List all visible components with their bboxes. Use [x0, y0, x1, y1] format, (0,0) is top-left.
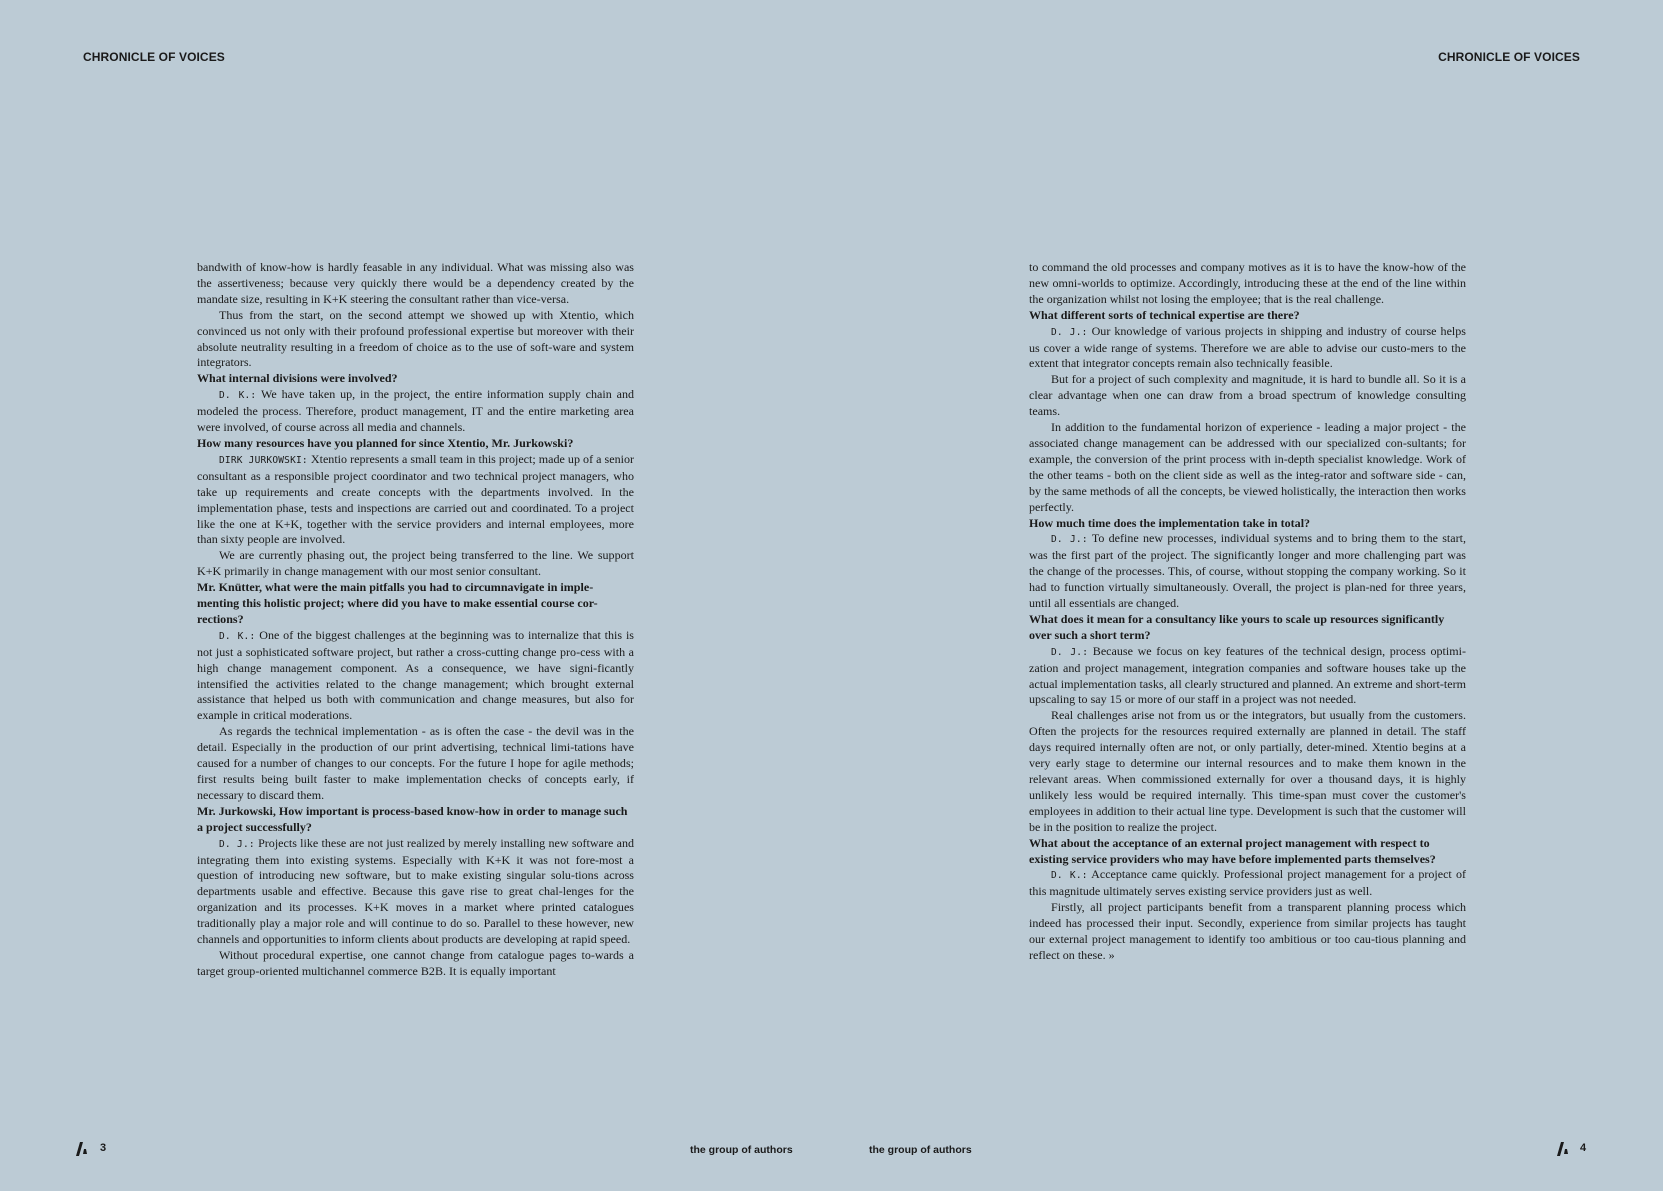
speaker-label: D. J.: — [1051, 534, 1088, 546]
slash-mark-icon — [1556, 1141, 1572, 1157]
speaker-label: D. K.: — [1051, 870, 1088, 882]
paragraph: As regards the technical implementation - as is often the case - the devil was in the detail. Especially in the production of our print advertising, technical limi-tations have caused for a number of changes to our concepts. For the future I hope for agile methods; first results being built faster to make implementation checks of concepts early, if necessary to discard them. — [197, 724, 634, 802]
interview-question: What internal divisions were involved? — [197, 371, 398, 386]
paragraph: Real challenges arise not from us or the integrators, but usually from the customers. Often the projects for the resources required externally are planned in detail. The staff days required internally often are not, or only partially, deter-mined. Xtentio begins at a very early stage to determine our internal resources and to make them known in the relevant areas. When commissioned externally for over a thousand days, it is highly unlikely less would be required internally. This time-span must cover the customer's employees in addition to their actual line type. Development is such that the customer will be in the position to realize the project. — [1029, 708, 1466, 834]
interview-answer — [197, 836, 634, 948]
speaker-label: DIRK JURKOWSKI: — [219, 454, 308, 466]
interview-answer — [197, 387, 634, 436]
page-number-right: 4 — [1580, 1142, 1587, 1154]
paragraph: Thus from the start, on the second attempt we showed up with Xtentio, which convinced us not only with their profound professional expertise but moreover with their absolute neutrality resulting in a freedom of choice as to the use of soft-ware and system integrators. — [197, 307, 634, 370]
paragraph: to command the old processes and company motives as it is to have the know-how of the new omni-worlds to optimize. Accordingly, introducing these at the end of the line within the organization whilst not losing the employee; that is the real challenge. — [1029, 260, 1466, 306]
paragraph: Without procedural expertise, one cannot change from catalogue pages to-wards a target group-oriented multichannel commerce B2B. It is equally important — [197, 947, 634, 978]
running-header-left: CHRONICLE OF VOICES — [83, 50, 225, 64]
paragraph: Firstly, all project participants benefit from a transparent planning process which indeed has processed their input. Secondly, experience from similar projects has taught our external project management to identify too ambitious or too cau-tious planning and reflect on these. » — [1029, 900, 1466, 962]
interview-question: What does it mean for a consultancy like yours to scale up resources significantly over such a short term? — [1029, 611, 1445, 642]
interview-answer — [1029, 324, 1466, 373]
right-page-column — [1029, 260, 1466, 964]
answer-text: Because we focus on key features of the technical design, process optimi-zation and project management, integration companies and software houses take up the actual implementation tasks, all clearly structured and planned. An extreme and short-term upscaling to say 15 or more of our staff in a project was not needed. — [1029, 643, 1466, 707]
paragraph: In addition to the fundamental horizon of experience - leading a major project - the associated change management can be addressed with our specialized con-sultants; for example, the conversion of the print process with in-depth specialist knowledge. Work of the other teams - both on the client side as well as the integ-rator and software side - can, by the same methods of all the concepts, be viewed holistically, the interaction then works perfectly. — [1029, 420, 1466, 514]
answer-text: Acceptance came quickly. Professional project management for a project of this magnitude ultimately serves existing service providers just as well. — [1029, 867, 1466, 899]
left-page-column — [197, 260, 634, 980]
answer-text: Our knowledge of various projects in shipping and industry of course helps us cover a wide range of systems. Therefore we are able to advise our custo-mers to the extent that integrator concepts remain also technically feasible. — [1029, 323, 1466, 371]
answer-text: Xtentio represents a small team in this project; made up of a senior consultant as a responsible project coordinator and two technical project managers, who take up requirements and create concepts with the departments involved. In the implementation phase, tests and inspections are carried out and coordinated. To a project like the one at K+K, together with the service providers and internal employees, more than sixty people are involved. — [197, 451, 634, 547]
answer-text: We have taken up, in the project, the entire information supply chain and modeled the process. Therefore, product management, IT and the entire marketing area were involved, of course across all media and channels. — [197, 387, 634, 435]
interview-question: How much time does the implementation take in total? — [1029, 515, 1311, 530]
footer-author-left: the group of authors — [690, 1144, 793, 1156]
interview-answer — [197, 452, 634, 548]
running-header-right: CHRONICLE OF VOICES — [1438, 50, 1580, 64]
speaker-label: D. J.: — [1051, 646, 1089, 658]
interview-answer — [1029, 644, 1466, 709]
interview-question: What different sorts of technical expertise are there? — [1029, 307, 1300, 322]
interview-question: What about the acceptance of an external project management with respect to existing service providers who may have before implemented parts themselves? — [1029, 835, 1436, 866]
interview-answer — [197, 628, 634, 724]
speaker-label: D. J.: — [219, 838, 255, 850]
answer-text: Projects like these are not just realized by merely installing new software and integrating them into existing systems. Especially with K+K it was not fore-most a question of introducing new software, but to make existing singular solu-tions across departments usable and effective. Because this gave rise to great chal-lenges for the organization and its processes. K+K moves in a market where printed catalogues traditionally play a major role and will continue to do so. Parallel to these however, new channels and opportunities to inform clients about products are developing at rapid speed. — [197, 835, 634, 947]
paragraph: bandwith of know-how is hardly feasable in any individual. What was missing also was the assertiveness; because very quickly there would be a dependency created by the mandate size, resulting in K+K steering the consultant rather than vice-versa. — [197, 260, 634, 306]
interview-answer — [1029, 531, 1466, 612]
footer-author-right: the group of authors — [869, 1144, 972, 1156]
interview-question: Mr. Knütter, what were the main pitfalls you had to circumnavigate in imple-menting this holistic project; where did you have to make essential course cor-rections? — [197, 580, 598, 626]
answer-text: To define new processes, individual systems and to bring them to the start, was the first part of the project. The significantly longer and more challenging part was the change of the processes. This, of course, without stopping the company working. So it had to function virtually simultaneously. Overall, the project is plan-ned for three years, until all essentials are changed. — [1029, 531, 1466, 611]
speaker-label: D. K.: — [219, 390, 257, 402]
interview-question: Mr. Jurkowski, How important is process-based know-how in order to manage such a project successfully? — [197, 803, 628, 834]
speaker-label: D. K.: — [219, 630, 256, 642]
page-number-left: 3 — [100, 1142, 107, 1154]
answer-text: One of the biggest challenges at the beginning was to internalize that this is not just a sophisticated software project, but rather a cross-cutting change pro-cess with a high change management component. As a consequence, we have signi-ficantly intensified the activities related to the change management; which brought external assistance that helped us both with communication and change measures, but also for example in critical moderations. — [197, 627, 634, 723]
speaker-label: D. J.: — [1051, 326, 1088, 338]
paragraph: We are currently phasing out, the project being transferred to the line. We support K+K primarily in change management with our most senior consultant. — [197, 548, 634, 579]
slash-mark-icon — [75, 1141, 91, 1157]
paragraph: But for a project of such complexity and magnitude, it is hard to bundle all. So it is a clear advantage when one can draw from a broad spectrum of knowledge consulting teams. — [1029, 372, 1466, 419]
interview-answer — [1029, 867, 1466, 900]
interview-question: How many resources have you planned for since Xtentio, Mr. Jurkowski? — [197, 435, 574, 450]
